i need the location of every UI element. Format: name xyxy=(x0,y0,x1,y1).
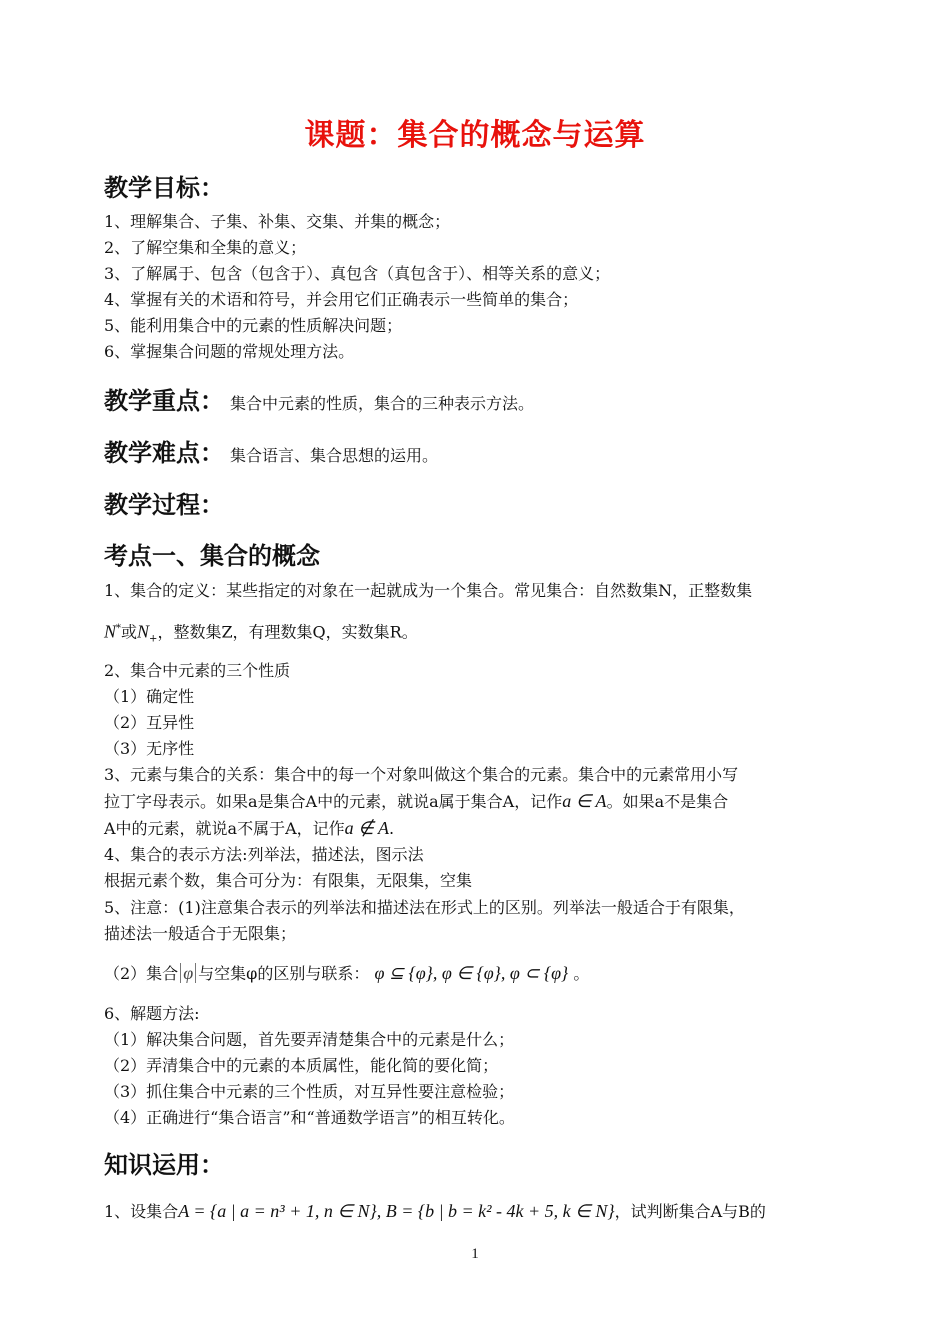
empty-set-line: （2）集合 φ 与空集φ的区别与联系： φ ⊆ {φ}, φ ∈ {φ}, φ ⊂ {φ} 。 xyxy=(104,963,590,983)
objectives-heading: 教学目标： xyxy=(104,174,224,202)
objective-item: 5、能利用集合中的元素的性质解决问题； xyxy=(104,316,403,335)
membership-line: A中的元素，就说a不属于A，记作a ∉ A. xyxy=(104,818,395,838)
objective-item: 6、掌握集合问题的常规处理方法。 xyxy=(104,342,355,361)
section1-heading: 考点一、集合的概念 xyxy=(104,542,320,570)
application-heading: 知识运用： xyxy=(104,1151,224,1179)
classification-line: 根据元素个数，集合可分为：有限集，无限集，空集 xyxy=(104,871,473,890)
difficulties xyxy=(104,433,438,468)
method-item: （4）正确进行“集合语言”和“普通数学语言”的相互转化。 xyxy=(104,1108,515,1127)
process-heading: 教学过程： xyxy=(104,491,224,519)
objective-item: 1、理解集合、子集、补集、交集、并集的概念； xyxy=(104,212,451,231)
question-1: 1、设集合A = {a | a = n³ + 1, n ∈ N}, B = {b | b = k² - 4k + 5, k ∈ N}，试判断集合A与B的 xyxy=(104,1201,766,1221)
method-item: （2）弄清集合中的元素的本质属性，能化简的要化简； xyxy=(104,1056,499,1075)
properties-heading: 2、集合中元素的三个性质 xyxy=(104,661,291,680)
methods-heading: 6、解题方法: xyxy=(104,1004,200,1023)
method-item: （1）解决集合问题，首先要弄清楚集合中的元素是什么； xyxy=(104,1030,515,1049)
note-line: 描述法一般适合于无限集； xyxy=(104,924,297,943)
objective-item: 3、了解属于、包含（包含于）、真包含（真包含于）、相等关系的意义； xyxy=(104,264,611,283)
property-item: （2）互异性 xyxy=(104,713,195,732)
representation-line: 4、集合的表示方法:列举法，描述法，图示法 xyxy=(104,845,424,864)
membership-line: 3、元素与集合的关系：集合中的每一个对象叫做这个集合的元素。集合中的元素常用小写 xyxy=(104,765,739,784)
property-item: （3）无序性 xyxy=(104,739,195,758)
difficulties-text: 集合语言、集合思想的运用。 xyxy=(230,446,439,465)
note-line: 5、注意：(1)注意集合表示的列举法和描述法在形式上的区别。列举法一般适合于有限集， xyxy=(104,898,745,917)
objective-item: 2、了解空集和全集的意义； xyxy=(104,238,307,257)
membership-line: 拉丁字母表示。如果a是集合A中的元素，就说a属于集合A，记作a ∈ A。如果a不是集合 xyxy=(104,791,729,811)
difficulties-heading: 教学难点： xyxy=(104,439,224,467)
property-item: （1）确定性 xyxy=(104,687,195,706)
number-sets-line: N*或$N_+$，整数集Z，有理数集Q，实数集R。 xyxy=(104,621,418,645)
page-title: 课题：集合的概念与运算 xyxy=(304,118,646,153)
definition-line: 1、集合的定义：某些指定的对象在一起就成为一个集合。常见集合：自然数集N，正整数集 xyxy=(104,581,753,600)
page-number: 1 xyxy=(471,1246,479,1262)
key-points-heading: 教学重点： xyxy=(104,387,224,415)
key-points-text: 集合中元素的性质，集合的三种表示方法。 xyxy=(230,394,535,413)
key-points xyxy=(104,381,534,416)
method-item: （3）抓住集合中元素的三个性质，对互异性要注意检验； xyxy=(104,1082,515,1101)
objective-item: 4、掌握有关的术语和符号，并会用它们正确表示一些简单的集合； xyxy=(104,290,579,309)
